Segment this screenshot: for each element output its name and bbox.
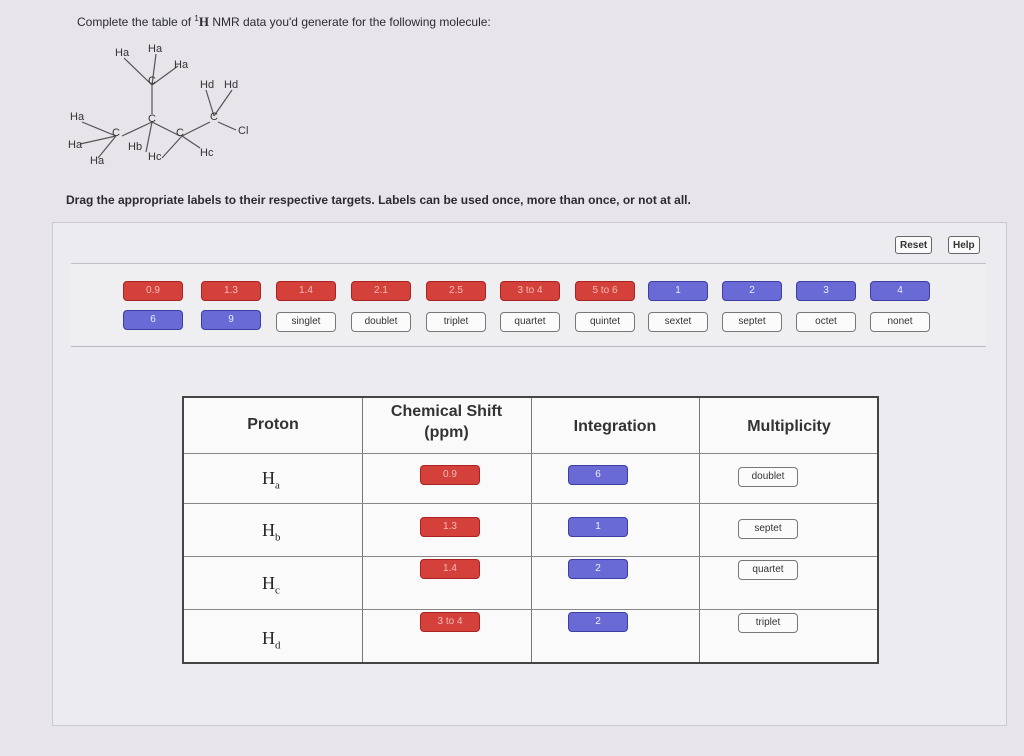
label-integration-1[interactable]: 1 [648,281,708,301]
proton-subscript: d [275,639,281,652]
molecule-structure [60,40,290,180]
drop-multiplicity-d[interactable]: triplet [738,613,798,633]
label-shift-1-3[interactable]: 1.3 [201,281,261,301]
row-divider [184,556,877,557]
instruction-line-1 [77,14,491,30]
label-octet[interactable]: octet [796,312,856,332]
label-integration-4[interactable]: 4 [870,281,930,301]
header-integration: Integration [573,418,657,435]
atom-cl: Cl [238,125,249,137]
label-shift-0-9[interactable]: 0.9 [123,281,183,301]
column-divider [531,398,532,662]
atom-c-center: C [148,113,156,125]
proton-subscript: c [275,584,280,597]
header-proton: Proton [247,416,299,433]
row-divider [184,609,877,610]
atom-c-right: C [176,127,184,139]
reset-button[interactable]: Reset [895,236,932,254]
atom-ha-2: Ha [148,43,163,55]
instruction-text-pre: Complete the table of [77,15,195,29]
label-shift-1-4[interactable]: 1.4 [276,281,336,301]
label-singlet[interactable]: singlet [276,312,336,332]
label-integration-6[interactable]: 6 [123,310,183,330]
atom-hd-2: Hd [224,79,239,91]
help-button[interactable]: Help [948,236,980,254]
header-multiplicity: Multiplicity [747,418,831,435]
header-chemical-shift [362,403,531,442]
header-shift-line-1: Chemical Shift [390,403,503,420]
nucleus-symbol: H [198,14,209,29]
row-divider [184,503,877,504]
proton-label-a [262,468,280,492]
atom-c-ch2: C [210,111,218,123]
label-shift-5-to-6[interactable]: 5 to 6 [575,281,635,301]
label-sextet[interactable]: sextet [648,312,708,332]
atom-ha-4: Ha [70,111,85,123]
label-quartet[interactable]: quartet [500,312,560,332]
proton-symbol: H [262,468,275,488]
drop-multiplicity-b[interactable]: septet [738,519,798,539]
atom-ha-6: Ha [90,155,105,167]
bonds [80,54,239,158]
label-septet[interactable]: septet [722,312,782,332]
label-nonet[interactable]: nonet [870,312,930,332]
drag-instructions: Drag the appropriate labels to their respective targets. Labels can be used once, more than once, or not at all. [66,193,691,207]
atom-hc-2: Hc [200,147,214,159]
drop-integration-d[interactable]: 2 [568,612,628,632]
label-integration-3[interactable]: 3 [796,281,856,301]
label-shift-2-5[interactable]: 2.5 [426,281,486,301]
proton-subscript: b [275,531,281,544]
atom-c-top: C [148,75,156,87]
drop-integration-b[interactable]: 1 [568,517,628,537]
proton-label-b [262,520,281,544]
drop-multiplicity-c[interactable]: quartet [738,560,798,580]
label-triplet[interactable]: triplet [426,312,486,332]
drop-integration-a[interactable]: 6 [568,465,628,485]
label-integration-2[interactable]: 2 [722,281,782,301]
atom-c-left: C [112,127,120,139]
label-integration-9[interactable]: 9 [201,310,261,330]
drop-shift-a[interactable]: 0.9 [420,465,480,485]
label-shift-3-to-4[interactable]: 3 to 4 [500,281,560,301]
row-divider [184,453,877,454]
drop-shift-c[interactable]: 1.4 [420,559,480,579]
label-quintet[interactable]: quintet [575,312,635,332]
proton-subscript: a [275,479,280,492]
atom-hd-1: Hd [200,79,215,91]
drop-shift-b[interactable]: 1.3 [420,517,480,537]
atom-ha-3: Ha [174,59,189,71]
proton-symbol: H [262,628,275,648]
label-shift-2-1[interactable]: 2.1 [351,281,411,301]
proton-label-d [262,628,281,652]
atom-hb: Hb [128,141,143,153]
label-bank [71,263,986,347]
proton-symbol: H [262,520,275,540]
proton-symbol: H [262,573,275,593]
instruction-text-post: NMR data you'd generate for the following molecule: [208,15,491,29]
drop-integration-c[interactable]: 2 [568,559,628,579]
label-doublet[interactable]: doublet [351,312,411,332]
nmr-data-table [182,396,879,664]
atom-ha-1: Ha [115,47,130,59]
atom-hc-1: Hc [148,151,162,163]
proton-label-c [262,573,280,597]
isotope-superscript: 1 [194,14,199,23]
drop-shift-d[interactable]: 3 to 4 [420,612,480,632]
drop-multiplicity-a[interactable]: doublet [738,467,798,487]
atom-ha-5: Ha [68,139,83,151]
column-divider [699,398,700,662]
header-shift-line-2: (ppm) [424,424,469,441]
